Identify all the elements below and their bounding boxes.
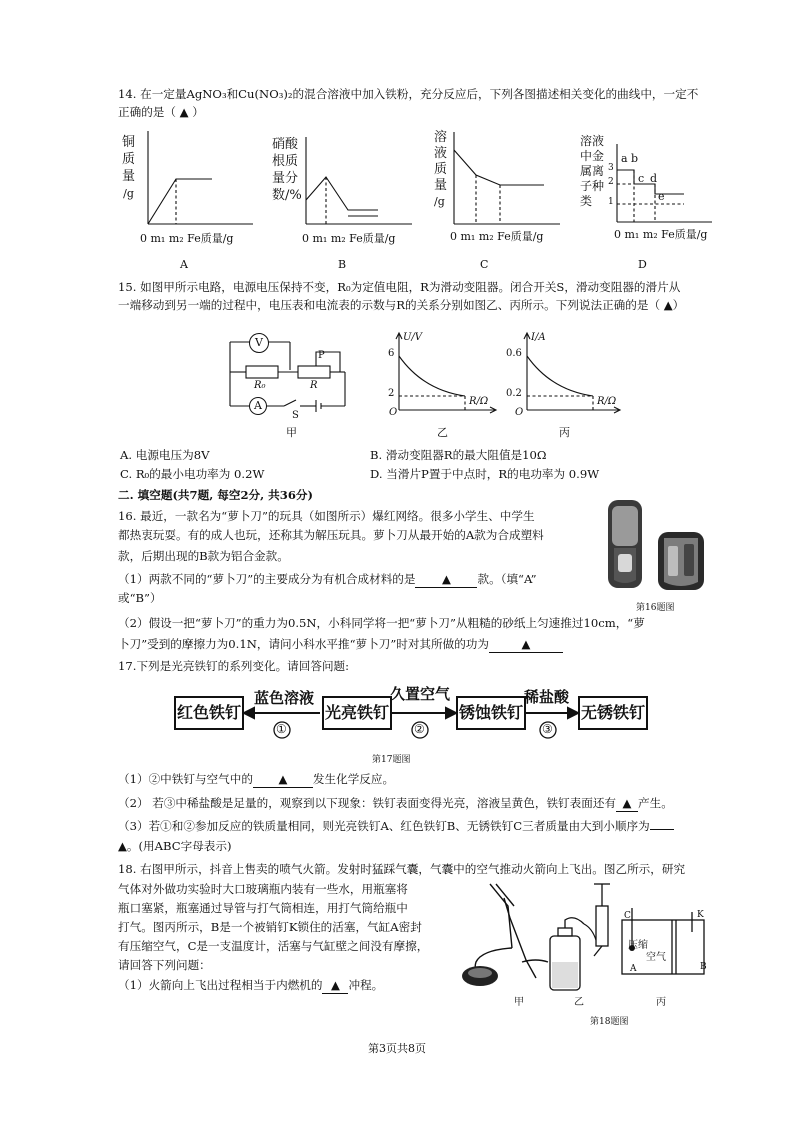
graph-d-ylabel-1: 中金 bbox=[580, 149, 605, 163]
graph-d-tick-3: 3 bbox=[608, 163, 614, 173]
graph-c-curve bbox=[454, 150, 544, 185]
graph-d-mark-e: e bbox=[658, 190, 665, 203]
q15-option-c: C. R₀的最小电功率为 0.2W bbox=[120, 467, 265, 481]
q16-sub1-text-b: 款。（填“A” bbox=[477, 572, 537, 586]
q17-sub2 bbox=[118, 795, 673, 812]
section-2-title: 二. 填空题(共7题, 每空2分, 共36分) bbox=[118, 488, 313, 502]
flow-step-3: ③ bbox=[542, 722, 553, 736]
q18-fig-yi-label: 乙 bbox=[574, 997, 584, 1008]
graph-b-curve bbox=[306, 177, 378, 210]
flow-arrow-label-hcl: 稀盐酸 bbox=[524, 688, 570, 706]
radish-knife-toy-image bbox=[602, 496, 712, 608]
q14-graph-a bbox=[118, 126, 263, 274]
q15-option-d: D. 当滑片P置于中点时，R的电功率为 0.9W bbox=[370, 467, 600, 481]
switch-s-label: S bbox=[292, 410, 299, 421]
q17-answer-blank-1[interactable]: ▲ bbox=[253, 771, 313, 788]
page-footer: 第3页共8页 bbox=[368, 1042, 426, 1055]
q18-line3: 瓶口塞紧，瓶塞通过导管与打气筒相连，用打气筒给瓶中 bbox=[118, 901, 408, 915]
ammeter-a: A bbox=[249, 397, 267, 415]
bing-label-b: B bbox=[700, 962, 707, 972]
bing-tick-06: 0.6 bbox=[506, 348, 522, 359]
q16-fig-caption: 第16题图 bbox=[636, 603, 675, 613]
graph-c-letter: C bbox=[480, 258, 489, 271]
q16-sub2 bbox=[118, 636, 563, 653]
r-label: R bbox=[310, 380, 318, 391]
flow-arrow-label-air: 久置空气 bbox=[390, 685, 451, 703]
graph-b-letter: B bbox=[338, 258, 347, 271]
yi-curve bbox=[399, 356, 465, 396]
q16-line3: 款，后期出现的B款为铝合金款。 bbox=[118, 549, 289, 563]
q17-sub3-text-a: （3）若①和②参加反应的铁质量相同，则光亮铁钉A、红色铁钉B、无锈铁钉C三者质量由大到小顺序为 bbox=[118, 819, 650, 833]
flow-box-red-nail: 红色铁钉 bbox=[174, 696, 244, 730]
graph-d-mark-a: a bbox=[621, 152, 628, 165]
graph-b-ylabel-3: 数/% bbox=[272, 188, 302, 203]
graph-c-axes bbox=[432, 128, 572, 274]
q14-graph-d bbox=[580, 134, 730, 274]
q14-line2: 正确的是（ ▲ ） bbox=[118, 105, 204, 119]
yi-caption: 乙 bbox=[437, 426, 448, 439]
bing-label-k: K bbox=[697, 910, 704, 920]
q16-sub2-a: （2）假设一把“萝卜刀”的重力为0.5N，小科同学将一把“萝卜刀”从粗糙的砂纸上匀速推过10cm，“萝 bbox=[118, 616, 645, 630]
yi-tick-2: 2 bbox=[388, 388, 395, 399]
q18-line1: 18. 右图甲所示，抖音上售卖的喷气火箭。发射时猛踩气囊，气囊中的空气推动火箭向上飞出。图乙所示，研究 bbox=[118, 862, 686, 876]
graph-d-xlabel: 0 m₁ m₂ Fe质量/g bbox=[614, 228, 708, 241]
graph-d-ylabel-2: 属离 bbox=[580, 164, 605, 178]
graph-a-letter: A bbox=[180, 258, 188, 271]
q15-graph-yi bbox=[385, 330, 505, 442]
bing-curve bbox=[527, 356, 593, 396]
yi-origin: O bbox=[389, 407, 398, 418]
graph-a-axes bbox=[118, 126, 263, 274]
q18-fig-jia-label: 甲 bbox=[514, 997, 524, 1008]
graph-d-mark-b: b bbox=[631, 152, 639, 165]
q18-fig-caption: 第18题图 bbox=[590, 1017, 629, 1027]
bing-origin: O bbox=[515, 407, 524, 418]
bing-ylabel: I/A bbox=[531, 332, 546, 343]
bing-xlabel: R/Ω bbox=[597, 396, 617, 407]
q18-answer-blank-1[interactable]: ▲ bbox=[322, 977, 348, 994]
bing-caption: 丙 bbox=[559, 426, 570, 439]
graph-c-ylabel-0: 溶 bbox=[434, 130, 448, 145]
q14-graph-c bbox=[432, 128, 572, 274]
q16-sub1-text-a: （1）两款不同的“萝卜刀”的主要成分为有机合成材料的是 bbox=[118, 572, 416, 586]
flow-step-1: ① bbox=[276, 722, 287, 736]
graph-d-tick-2: 2 bbox=[608, 177, 614, 187]
graph-b-xlabel: 0 m₁ m₂ Fe质量/g bbox=[302, 232, 396, 245]
graph-d-axes bbox=[580, 134, 730, 274]
bing-label-c: C bbox=[624, 911, 631, 921]
graph-d-tick-1: 1 bbox=[608, 197, 614, 207]
q15-graph-bing bbox=[505, 330, 625, 442]
flow-box-rustless-nail: 无锈铁钉 bbox=[578, 696, 648, 730]
graph-c-ylabel-4: /g bbox=[434, 195, 445, 208]
graph-c-ylabel-2: 质 bbox=[434, 162, 448, 177]
bing-label-compressed: 压缩 bbox=[628, 940, 648, 951]
q17-sub3-b: ▲。(用ABC字母表示) bbox=[118, 839, 232, 853]
circuit-caption: 甲 bbox=[286, 426, 297, 439]
graph-d-letter: D bbox=[638, 258, 647, 271]
q16-line2: 都热衷玩耍。有的成人也玩，还称其为解压玩具。萝卜刀从最开始的A款为合成塑料 bbox=[118, 528, 544, 542]
q17-sub1-text-b: 发生化学反应。 bbox=[312, 772, 395, 786]
q15-circuit bbox=[220, 330, 360, 440]
bing-tick-02: 0.2 bbox=[506, 388, 522, 399]
q18-line6: 请回答下列问题： bbox=[118, 958, 211, 972]
q17-sub1-text-a: （1）②中铁钉与空气中的 bbox=[118, 772, 253, 786]
q17-answer-blank-3[interactable] bbox=[650, 829, 674, 830]
q18-line5: 有压缩空气，C是一支温度计，活塞与气缸壁之间没有摩擦， bbox=[118, 939, 429, 953]
r0-label: R₀ bbox=[254, 380, 266, 391]
slider-p-label: P bbox=[318, 350, 325, 361]
q17-answer-blank-2[interactable]: ▲ bbox=[616, 795, 638, 812]
graph-b-ylabel-0: 硝酸 bbox=[272, 137, 299, 152]
graph-c-xlabel: 0 m₁ m₂ Fe质量/g bbox=[450, 230, 544, 243]
q18-sub1-text-b: 冲程。 bbox=[348, 978, 384, 992]
q16-line1: 16. 最近，一款名为“萝卜刀”的玩具（如图所示）爆红网络。很多小学生、中学生 bbox=[118, 509, 535, 523]
graph-b-axes bbox=[272, 132, 422, 274]
q14-line1: 14. 在一定量AgNO₃和Cu(NO₃)₂的混合溶液中加入铁粉，充分反应后，下列各图描述相关变化的曲线中，一定不 bbox=[118, 87, 699, 101]
q18-fig-yi-bottle-pump bbox=[544, 880, 624, 996]
flow-box-rusted-nail: 锈蚀铁钉 bbox=[456, 696, 526, 730]
flow-step-2: ② bbox=[414, 722, 425, 736]
q17-fig-caption: 第17题图 bbox=[372, 755, 411, 765]
graph-a-curve bbox=[148, 179, 212, 224]
q18-line2: 气体对外做功实验时大口玻璃瓶内装有一些水，用瓶塞将 bbox=[118, 882, 408, 896]
q17-sub2-text-a: （2） 若③中稀盐酸是足量的，观察到以下现象：铁钉表面变得光亮，溶液呈黄色，铁钉表面还有 bbox=[118, 796, 617, 810]
q17-line1: 17.下列是光亮铁钉的系列变化。请回答问题: bbox=[118, 659, 350, 673]
q18-sub1-text-a: （1）火箭向上飞出过程相当于内燃机的 bbox=[118, 978, 323, 992]
flow-box-bright-nail: 光亮铁钉 bbox=[322, 696, 392, 730]
graph-d-ylabel-0: 溶液 bbox=[580, 134, 605, 148]
q16-sub1-c: 或“B”） bbox=[118, 591, 162, 605]
q17-sub2-text-b: 产生。 bbox=[638, 796, 673, 810]
graph-b-ylabel-1: 根质 bbox=[272, 154, 299, 169]
q16-sub1 bbox=[118, 571, 537, 588]
graph-d-mark-c: c bbox=[638, 172, 645, 185]
q17-flowchart bbox=[174, 682, 678, 756]
graph-d-ylabel-3: 子种 bbox=[580, 179, 605, 193]
graph-d-ylabel-4: 类 bbox=[580, 194, 593, 208]
q16-answer-blank-1[interactable]: ▲ bbox=[415, 571, 477, 588]
graph-c-ylabel-1: 液 bbox=[434, 146, 448, 161]
graph-b-ylabel-2: 量分 bbox=[272, 171, 299, 186]
q18-sub1 bbox=[118, 977, 383, 994]
q15-option-a: A. 电源电压为8V bbox=[120, 448, 210, 462]
q18-fig-bing-label: 丙 bbox=[656, 997, 666, 1008]
q16-sub2-text-b: 卜刀”受到的摩擦力为0.1N，请问小科水平推“萝卜刀”时对其所做的功为 bbox=[118, 637, 489, 651]
q15-option-b: B. 滑动变阻器R的最大阻值是10Ω bbox=[370, 448, 547, 462]
yi-tick-6: 6 bbox=[388, 348, 395, 359]
voltmeter-v: V bbox=[249, 333, 269, 353]
graph-d-mark-d: d bbox=[650, 172, 658, 185]
graph-a-ylabel-2: 量 bbox=[122, 169, 136, 184]
flow-arrow-label-blue-solution: 蓝色溶液 bbox=[254, 689, 315, 707]
yi-ylabel: U/V bbox=[403, 332, 423, 343]
q17-sub3 bbox=[118, 818, 674, 834]
graph-a-xlabel: 0 m₁ m₂ Fe质量/g bbox=[140, 232, 234, 245]
q14-graph-b bbox=[272, 132, 422, 274]
q16-answer-blank-2[interactable]: ▲ bbox=[489, 636, 563, 653]
q17-sub1 bbox=[118, 771, 394, 788]
q15-line1: 15. 如图甲所示电路，电源电压保持不变，R₀为定值电阻，R为滑动变阻器。闭合开关S，滑动变阻器的滑片从 bbox=[118, 280, 681, 294]
q15-line2: 一端移动到另一端的过程中，电压表和电流表的示数与R的关系分别如图乙、丙所示。下列说法正确的是（ ▲） bbox=[118, 298, 685, 312]
graph-a-ylabel-0: 铜 bbox=[122, 135, 136, 150]
graph-a-ylabel-3: /g bbox=[123, 187, 134, 200]
graph-a-ylabel-1: 质 bbox=[122, 152, 136, 167]
bing-label-a: A bbox=[630, 964, 637, 974]
bing-label-air: 空气 bbox=[646, 952, 666, 963]
graph-c-ylabel-3: 量 bbox=[434, 178, 448, 193]
q18-line4: 打气。图丙所示，B是一个被销钉K锁住的活塞，气缸A密封 bbox=[118, 920, 422, 934]
yi-xlabel: R/Ω bbox=[469, 396, 489, 407]
